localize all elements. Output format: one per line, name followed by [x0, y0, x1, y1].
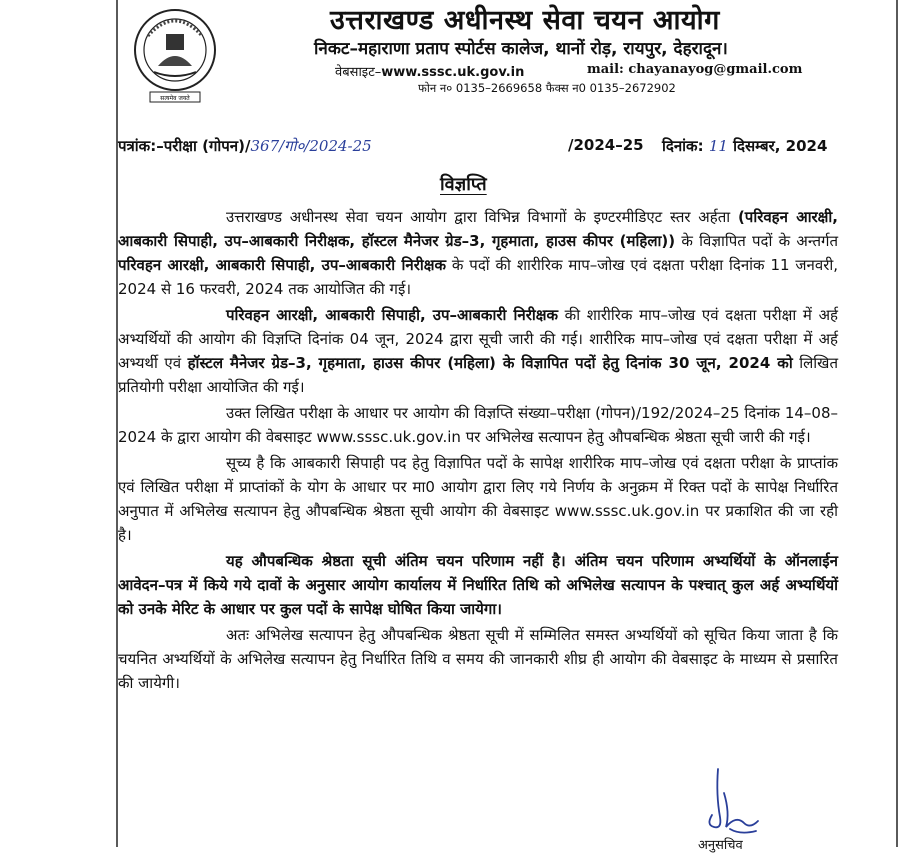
- reference-year: /2024–25: [568, 136, 644, 154]
- handwritten-day: 11: [708, 137, 728, 155]
- emblem-logo: [128, 0, 222, 108]
- issue-date: [662, 136, 827, 156]
- notice-body: [118, 205, 838, 697]
- date-label: दिनांक:: [662, 137, 704, 155]
- p2-bold-exam-date: हॉस्टल मैनेजर ग्रेड–3, गृहमाता, हाउस कीपर (महिला) के विज्ञापित पदों हेतु दिनांक 30 जून, 2024 को: [187, 354, 793, 372]
- p1-text-c: के विज्ञापित पदों के अन्तर्गत: [675, 232, 838, 250]
- handwritten-number: 367/गो०/2024-25: [250, 137, 372, 155]
- email-line: mail: chayanayog@gmail.com: [587, 62, 803, 77]
- paragraph-4: [118, 451, 838, 547]
- notice-title: विज्ञप्ति: [440, 174, 487, 195]
- logo-caption: सत्यमेव जयते: [160, 95, 190, 102]
- paragraph-3: [118, 401, 838, 449]
- paragraph-2: [118, 303, 838, 399]
- p1-bold-posts: (परिवहन आरक्षी, आबकारी सिपाही, उप–आबकारी निरीक्षक, हॉस्टल मैनेजर ग्रेड–3, गृहमाता, हाउस कीपर (महिला)): [118, 208, 838, 250]
- signatory-caption: अनुसचिव: [698, 838, 743, 853]
- date-rest: दिसम्बर, 2024: [733, 137, 828, 155]
- organization-name: उत्तराखण्ड अधीनस्थ सेवा चयन आयोग: [330, 5, 720, 36]
- p4-website-link[interactable]: www.sssc.uk.gov.in: [554, 502, 700, 520]
- paragraph-1: [118, 205, 838, 301]
- p1-text-e: के पदों की शारीरिक माप–जोख एवं दक्षता परीक्षा दिनांक 11 जनवरी, 2024 से 16 फरवरी, 2024 तक आयोजित की गई।: [118, 256, 839, 298]
- p1-bold-posts-2: परिवहन आरक्षी, आबकारी सिपाही, उप–आबकारी निरीक्षक: [118, 256, 447, 274]
- phone-fax-line: फोन न० 0135–2669658 फैक्स न0 0135–2672902: [418, 81, 676, 95]
- p2-text-d: लिखित प्रतियोगी परीक्षा आयोजित की गई।: [118, 354, 839, 396]
- website-line: [335, 62, 524, 80]
- p4-text-a: सूच्य है कि आबकारी सिपाही पद हेतु विज्ञापित पदों के सापेक्ष शारीरिक माप–जोख एवं दक्षता परीक्षा के प्राप्तांक एवं लिखित परीक्षा में प्राप्तांकों के योग के आधार पर मा0 आयोग द्वारा लिए गये निर्णय के अनुक्रम में रिक्त पदों के सापेक्ष निर्धारित अनुपात में अभिलेख सत्यापन हेतु औपबन्धिक श्रेष्ठता सूची आयोग की वेबसाइट: [118, 454, 838, 520]
- organization-address: निकट–महाराणा प्रताप स्पोर्टस कालेज, थानों रोड़, रायपुर, देहरादून।: [314, 39, 728, 59]
- reference-prefix: पत्रांक:–परीक्षा (गोपन)/: [118, 137, 251, 155]
- p4-text-b: पर प्रकाशित की जा रही है।: [118, 502, 839, 544]
- p2-bold-posts: परिवहन आरक्षी, आबकारी सिपाही, उप–आबकारी निरीक्षक: [226, 306, 558, 324]
- p3-website-link[interactable]: www.sssc.uk.gov.in: [316, 428, 461, 446]
- p3-text-b: पर अभिलेख सत्यापन हेतु औपबन्धिक श्रेष्ठता सूची जारी की गई।: [460, 428, 811, 446]
- reference-number: [118, 136, 372, 156]
- p1-text-a: उत्तराखण्ड अधीनस्थ सेवा चयन आयोग द्वारा विभिन्न विभागों के इण्टरमीडिएट स्तर अर्हता: [226, 208, 738, 226]
- p2-text-b: की शारीरिक माप–जोख एवं दक्षता परीक्षा में अर्ह अभ्यर्थियों की आयोग की विज्ञप्ति दिनांक 04 जून, 2024 द्वारा सूची जारी की गई। शारीरिक माप–जोख एवं दक्षता परीक्षा में अर्ह अभ्यर्थी एवं: [118, 306, 838, 372]
- website-label: वेबसाइट–: [335, 65, 382, 80]
- website-link[interactable]: www.sssc.uk.gov.in: [381, 65, 525, 80]
- right-border-line: [896, 0, 898, 847]
- p3-text-a: उक्त लिखित परीक्षा के आधार पर आयोग की विज्ञप्ति संख्या–परीक्षा (गोपन)/192/2024–25 दिनांक 14–08–2024 के द्वारा आयोग की वेबसाइट: [118, 404, 838, 446]
- paragraph-5: यह औपबन्धिक श्रेष्ठता सूची अंतिम चयन परिणाम नहीं है। अंतिम चयन परिणाम अभ्यर्थियों के ऑनलाईन आवेदन–पत्र में किये गये दावों के अनुसार आयोग कार्यालय में निर्धारित तिथि को अभिलेख सत्यापन के पश्चात् कुल अर्ह अभ्यर्थियों को उनके मेरिट के आधार पर कुल पदों के सापेक्ष घोषित किया जायेगा।: [118, 552, 838, 618]
- paragraph-6: अतः अभिलेख सत्यापन हेतु औपबन्धिक श्रेष्ठता सूची में सम्मिलित समस्त अभ्यर्थियों को सूचित किया जाता है कि चयनित अभ्यर्थियों के अभिलेख सत्यापन हेतु निर्धारित तिथि व समय की जानकारी शीघ्र ही आयोग की वेबसाइट के माध्यम से प्रसारित की जायेगी।: [118, 626, 838, 692]
